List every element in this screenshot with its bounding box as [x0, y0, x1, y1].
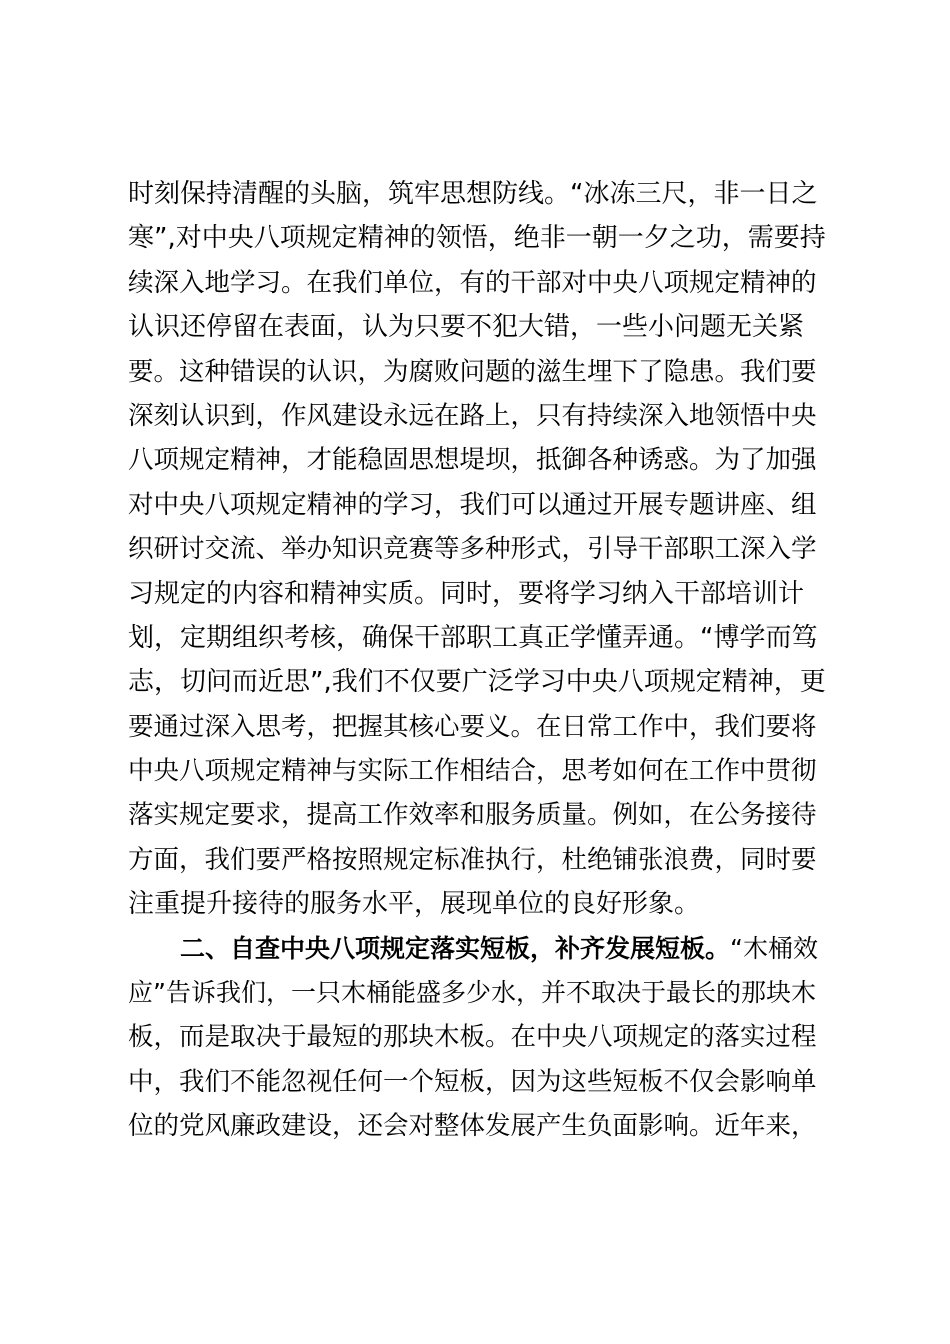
text-line: 八项规定精神，才能稳固思想堤坝，抵御各种诱惑。为了加强 — [128, 445, 817, 476]
section-heading-line — [128, 927, 828, 971]
text-line: 位的党风廉政建设，还会对整体发展产生负面影响。近年来， — [128, 1111, 817, 1142]
text-line: 注重提升接待的服务水平，展现单位的良好形象。 — [128, 889, 701, 920]
text-line: 落实规定要求，提高工作效率和服务质量。例如，在公务接待 — [128, 800, 817, 831]
text-line: 习规定的内容和精神实质。同时，要将学习纳入干部培训计 — [128, 578, 805, 609]
text-line: 续深入地学习。在我们单位，有的干部对中央八项规定精神的 — [128, 267, 817, 298]
text-line: 认识还停留在表面，认为只要不犯大错，一些小问题无关紧 — [128, 312, 805, 343]
text-line: 要通过深入思考，把握其核心要义。在日常工作中，我们要将 — [128, 711, 817, 742]
text-line: 志，切问而近思”,我们不仅要广泛学习中央八项规定精神，更 — [128, 667, 826, 698]
text-line: 方面，我们要严格按照规定标准执行，杜绝铺张浪费，同时要 — [128, 844, 817, 875]
text-line: 寒”,对中央八项规定精神的领悟，绝非一朝一夕之功，需要持 — [128, 223, 826, 254]
text-line: 划，定期组织考核，确保干部职工真正学懂弄通。“博学而笃 — [128, 622, 818, 653]
text-line: 织研讨交流、举办知识竞赛等多种形式，引导干部职工深入学 — [128, 534, 817, 565]
text-line: 板，而是取决于最短的那块木板。在中央八项规定的落实过程 — [128, 1022, 817, 1053]
text-line: 应”告诉我们，一只木桶能盛多少水，并不取决于最长的那块木 — [128, 978, 816, 1008]
text-line: 深刻认识到，作风建设永远在路上，只有持续深入地领悟中央 — [128, 400, 817, 431]
text-line: 中央八项规定精神与实际工作相结合，思考如何在工作中贯彻 — [128, 756, 817, 787]
text-line: 时刻保持清醒的头脑，筑牢思想防线。“冰冻三尺，非一日之 — [128, 179, 818, 209]
section-heading-continuation: “木桶效 — [730, 933, 818, 963]
body-text — [128, 172, 828, 1149]
text-line: 中，我们不能忽视任何一个短板，因为这些短板不仅会影响单 — [128, 1066, 817, 1097]
section-heading: 二、自查中央八项规定落实短板，补齐发展短板。 — [180, 933, 731, 963]
text-line: 对中央八项规定精神的学习，我们可以通过开展专题讲座、组 — [128, 489, 817, 520]
text-line: 要。这种错误的认识，为腐败问题的滋生埋下了隐患。我们要 — [128, 356, 817, 387]
